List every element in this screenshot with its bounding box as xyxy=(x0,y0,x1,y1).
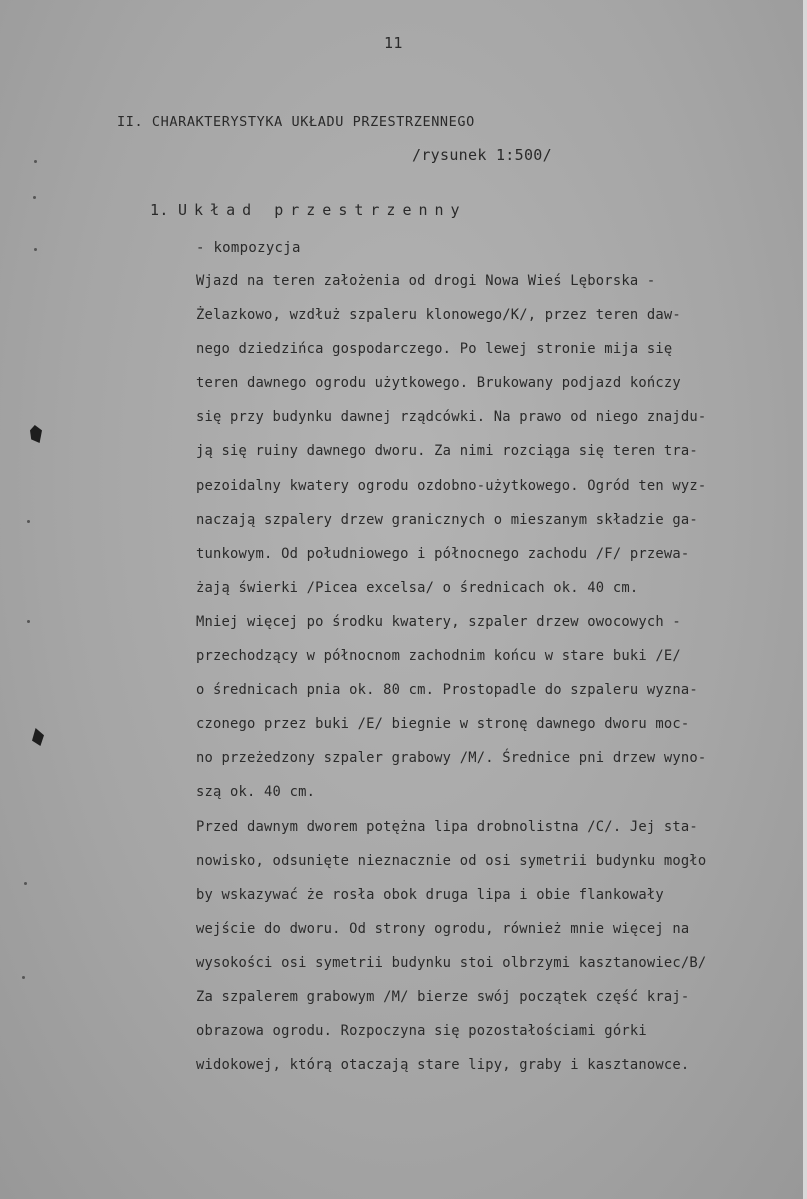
page-edge xyxy=(803,0,807,1199)
text-line: nego dziedzińca gospodarczego. Po lewej stronie mija się xyxy=(196,341,673,358)
page-number: 11 xyxy=(384,34,403,52)
text-line: no przeżedzony szpaler grabowy /M/. Średnice pni drzew wyno- xyxy=(196,750,707,767)
text-line: Przed dawnym dworem potężna lipa drobnolistna /C/. Jej sta- xyxy=(196,818,698,835)
text-line: widokowej, którą otaczają stare lipy, graby i kasztanowce. xyxy=(196,1057,690,1074)
text-line: wysokości osi symetrii budynku stoi olbrzymi kasztanowiec/B/ xyxy=(196,954,707,971)
text-line: wejście do dworu. Od strony ogrodu, również mnie więcej na xyxy=(196,920,690,937)
body-text xyxy=(196,264,802,1082)
text-line: się przy budynku dawnej rządcówki. Na prawo od niego znajdu- xyxy=(196,409,707,426)
drawing-reference: /rysunek 1:500/ xyxy=(412,146,552,164)
section-heading: II. CHARAKTERYSTYKA UKŁADU PRZESTRZENNEGO xyxy=(117,114,475,130)
text-line: Za szpalerem grabowym /M/ bierze swój początek część kraj- xyxy=(196,988,690,1005)
text-line: Mniej więcej po środku kwatery, szpaler drzew owocowych - xyxy=(196,613,681,630)
scan-speck xyxy=(27,620,30,623)
text-line: ją się ruiny dawnego dworu. Za nimi rozciąga się teren tra- xyxy=(196,443,698,460)
scan-speck xyxy=(24,882,27,885)
text-line: nowisko, odsunięte nieznacznie od osi symetrii budynku mogło xyxy=(196,852,707,869)
scan-speck xyxy=(34,248,37,251)
text-line: o średnicach pnia ok. 80 cm. Prostopadle do szpaleru wyzna- xyxy=(196,682,698,699)
text-line: naczają szpalery drzew granicznych o mieszanym składzie ga- xyxy=(196,511,698,528)
text-line: szą ok. 40 cm. xyxy=(196,784,316,801)
scan-speck xyxy=(33,196,36,199)
text-line: żają świerki /Picea excelsa/ o średnicach ok. 40 cm. xyxy=(196,579,639,596)
subsection-title: Układ przestrzenny xyxy=(178,201,467,219)
text-line: by wskazywać że rosła obok druga lipa i obie flankowały xyxy=(196,886,664,903)
punch-hole xyxy=(32,728,44,746)
text-line: przechodzący w północnom zachodnim końcu w stare buki /E/ xyxy=(196,648,681,665)
scan-speck xyxy=(27,520,30,523)
sub-label: - kompozycja xyxy=(196,240,301,256)
text-line: czonego przez buki /E/ biegnie w stronę dawnego dworu moc- xyxy=(196,716,690,733)
text-line: tunkowym. Od południowego i północnego zachodu /F/ przewa- xyxy=(196,545,690,562)
text-line: pezoidalny kwatery ogrodu ozdobno-użytkowego. Ogród ten wyz- xyxy=(196,477,707,494)
scan-speck xyxy=(22,976,25,979)
punch-hole xyxy=(30,425,42,443)
text-line: Wjazd na teren założenia od drogi Nowa Wieś Lęborska - xyxy=(196,273,656,289)
subsection-number: 1. xyxy=(150,201,169,219)
text-line: obrazowa ogrodu. Rozpoczyna się pozostałościami górki xyxy=(196,1023,647,1040)
subsection-heading xyxy=(150,201,467,219)
scan-speck xyxy=(34,160,37,163)
text-line: teren dawnego ogrodu użytkowego. Brukowany podjazd kończy xyxy=(196,375,681,392)
text-line: Żelazkowo, wzdłuż szpaleru klonowego/K/, przez teren daw- xyxy=(196,307,681,324)
